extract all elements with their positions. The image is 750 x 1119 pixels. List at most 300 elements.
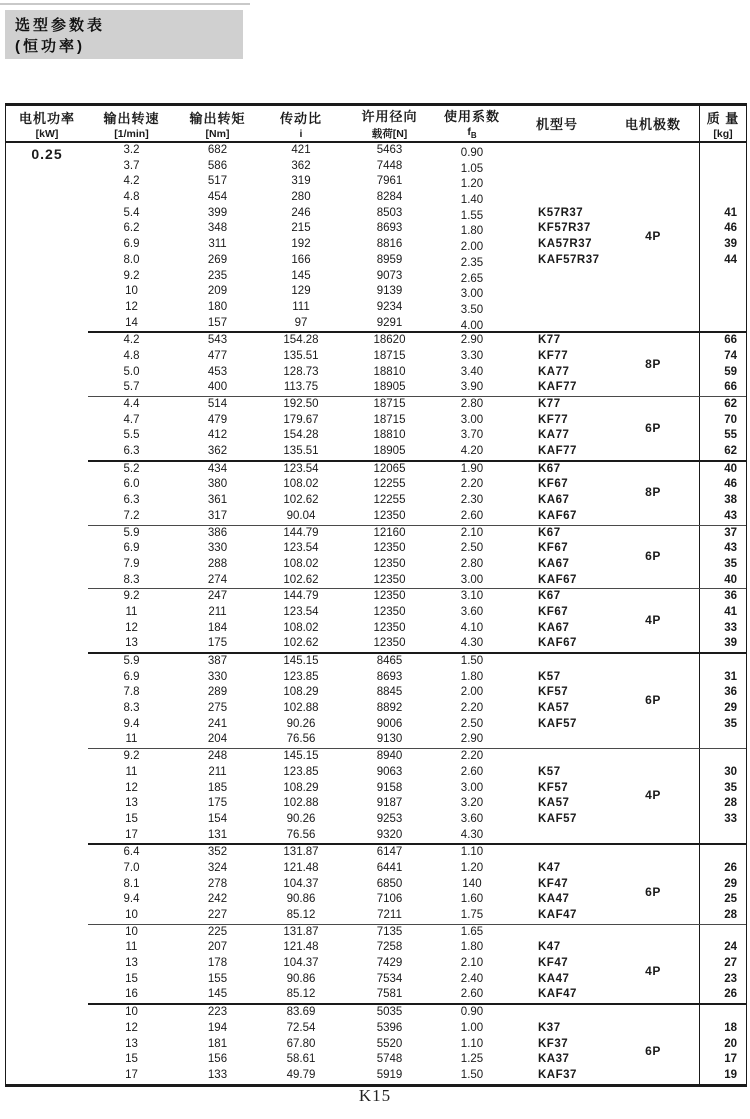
cell-service-factor: 1.10 — [460, 846, 484, 859]
cell-radial-load: 12350 — [373, 573, 406, 586]
cell-output-torque: 180 — [207, 300, 228, 313]
cell-service-factor: 2.50 — [460, 542, 484, 555]
cell-radial-load: 9253 — [376, 812, 403, 825]
poles-label: 4P — [645, 788, 661, 803]
cell-service-factor: 0.90 — [460, 147, 484, 159]
cell-output-speed: 4.4 — [123, 398, 140, 410]
cell-poles-spacer — [607, 861, 699, 877]
cell-output-speed: 6.2 — [123, 222, 140, 235]
cell-ratio: 421 — [291, 144, 311, 156]
cell-service-factor: 2.60 — [460, 509, 484, 522]
cell-service-factor: 2.10 — [460, 526, 484, 539]
cell-ratio: 215 — [291, 222, 311, 235]
table-row — [88, 509, 746, 525]
cell-service-factor: 1.60 — [460, 893, 484, 906]
cell-weight: 66 — [699, 333, 746, 349]
cell-output-torque: 269 — [207, 253, 228, 266]
cell-poles-spacer — [607, 1005, 699, 1021]
cell-model-name: KAF57R37 — [538, 253, 600, 266]
cell-model-name: K77 — [538, 334, 561, 347]
cell-service-factor: 2.80 — [460, 557, 484, 570]
cell-weight: 62 — [699, 397, 746, 413]
cell-output-torque: 175 — [207, 637, 228, 650]
column-header: 电机功率 [kW] — [18, 110, 75, 140]
cell-weight — [699, 828, 746, 844]
cell-service-factor: 4.00 — [460, 319, 484, 332]
cell-ratio: 108.29 — [283, 686, 319, 699]
cell-output-speed: 4.2 — [123, 334, 140, 347]
table-row — [88, 1021, 746, 1037]
table-row — [88, 987, 746, 1003]
cell-service-factor: 2.30 — [460, 494, 484, 507]
cell-poles-spacer — [607, 845, 699, 861]
cell-service-factor: 2.60 — [460, 765, 484, 778]
table-row — [88, 316, 746, 332]
cell-output-torque: 361 — [207, 494, 228, 507]
cell-output-torque: 362 — [207, 445, 228, 458]
cell-service-factor: 3.60 — [460, 812, 484, 825]
cell-ratio: 90.26 — [286, 717, 316, 730]
cell-output-torque: 412 — [207, 429, 228, 442]
cell-output-speed: 10 — [125, 925, 138, 938]
cell-radial-load: 18905 — [373, 445, 406, 458]
table-row — [88, 526, 746, 542]
cell-output-speed: 7.9 — [123, 557, 140, 570]
cell-output-speed: 17 — [125, 828, 138, 841]
cell-radial-load: 12350 — [373, 557, 406, 570]
cell-weight — [699, 845, 746, 861]
cell-weight: 55 — [699, 428, 746, 444]
cell-service-factor: 1.50 — [460, 1068, 484, 1081]
cell-output-torque: 682 — [207, 144, 228, 156]
table-row — [88, 654, 746, 670]
cell-model-name — [507, 159, 607, 175]
cell-radial-load: 12350 — [373, 509, 406, 522]
cell-radial-load: 5919 — [376, 1068, 403, 1081]
cell-weight: 19 — [699, 1068, 746, 1084]
cell-output-speed: 4.7 — [123, 413, 140, 426]
cell-service-factor: 1.40 — [460, 194, 484, 207]
table-row — [88, 462, 746, 478]
cell-weight: 35 — [699, 557, 746, 573]
cell-weight — [699, 732, 746, 748]
cell-poles-spacer — [607, 828, 699, 844]
cell-model-name: KAF37 — [538, 1068, 577, 1081]
cell-output-torque: 311 — [208, 238, 227, 251]
cell-ratio: 90.86 — [286, 893, 316, 906]
cell-model-name: KF37 — [538, 1037, 569, 1050]
table-block — [88, 748, 746, 843]
cell-output-speed: 13 — [125, 797, 138, 810]
cell-model-name: K47 — [538, 861, 561, 874]
cell-output-torque: 477 — [207, 349, 228, 362]
table-row — [88, 717, 746, 733]
cell-weight — [699, 749, 746, 765]
cell-output-torque: 211 — [208, 605, 227, 618]
cell-radial-load: 7961 — [376, 175, 403, 188]
cell-ratio: 97 — [294, 316, 308, 329]
cell-service-factor: 2.00 — [460, 686, 484, 699]
cell-service-factor: 4.30 — [460, 828, 484, 841]
cell-radial-load: 12065 — [373, 462, 406, 475]
cell-output-speed: 8.3 — [123, 573, 140, 586]
selection-parameter-table — [5, 103, 747, 1087]
cell-ratio: 121.48 — [283, 941, 319, 954]
table-row — [88, 159, 746, 175]
cell-weight: 26 — [699, 861, 746, 877]
cell-output-torque: 586 — [207, 159, 228, 172]
cell-weight: 17 — [699, 1052, 746, 1068]
cell-output-torque: 454 — [207, 191, 228, 204]
cell-ratio: 362 — [291, 159, 311, 172]
cell-weight: 29 — [699, 701, 746, 717]
table-block — [88, 843, 746, 923]
cell-weight — [699, 925, 746, 941]
cell-model-name — [507, 143, 607, 159]
cell-ratio: 280 — [291, 191, 311, 204]
table-row — [88, 749, 746, 765]
table-row — [88, 732, 746, 748]
table-row — [88, 908, 746, 924]
cell-output-speed: 5.9 — [123, 655, 140, 667]
table-row — [88, 284, 746, 300]
cell-service-factor: 1.20 — [460, 861, 484, 874]
cell-output-torque: 242 — [207, 893, 228, 906]
cell-weight: 41 — [699, 605, 746, 621]
cell-output-speed: 9.2 — [123, 590, 140, 603]
cell-output-speed: 9.4 — [123, 717, 140, 730]
cell-model-name: KA57 — [538, 797, 570, 810]
cell-model-name: KAF77 — [538, 445, 577, 458]
cell-output-torque: 330 — [207, 542, 228, 555]
cell-weight: 27 — [699, 956, 746, 972]
cell-output-speed: 9.4 — [123, 893, 140, 906]
cell-output-torque: 278 — [207, 877, 228, 890]
motor-power-value: 0.25 — [31, 146, 63, 162]
cell-poles-spacer — [607, 526, 699, 542]
cell-ratio: 246 — [291, 206, 311, 219]
cell-model-name — [507, 732, 607, 748]
cell-poles-spacer — [607, 812, 699, 828]
cell-radial-load: 18715 — [373, 413, 406, 426]
cell-output-torque: 514 — [207, 398, 228, 410]
cell-weight — [699, 159, 746, 175]
cell-weight — [699, 654, 746, 670]
cell-weight: 37 — [699, 526, 746, 542]
table-row — [88, 861, 746, 877]
cell-service-factor: 3.10 — [460, 590, 484, 603]
cell-ratio: 102.62 — [283, 494, 319, 507]
cell-service-factor: 2.20 — [460, 750, 484, 763]
cell-output-speed: 12 — [125, 1021, 138, 1034]
cell-radial-load: 9139 — [376, 285, 403, 298]
cell-radial-load: 7211 — [377, 909, 402, 921]
cell-output-torque: 227 — [207, 909, 228, 921]
cell-model-name: KA67 — [538, 621, 570, 634]
cell-model-name: K57R37 — [538, 206, 584, 219]
cell-radial-load: 12350 — [373, 605, 406, 618]
cell-poles-spacer — [607, 717, 699, 733]
table-row — [88, 589, 746, 605]
cell-radial-load: 8284 — [376, 191, 403, 204]
cell-output-speed: 3.7 — [123, 159, 140, 172]
cell-model-name: KAF67 — [538, 637, 577, 650]
cell-service-factor: 1.05 — [460, 162, 484, 175]
cell-model-name: K77 — [538, 398, 561, 410]
cell-ratio: 128.73 — [283, 365, 319, 378]
cell-service-factor: 2.90 — [460, 733, 484, 746]
cell-model-name: KA57R37 — [538, 238, 592, 251]
cell-service-factor: 3.40 — [460, 365, 484, 378]
cell-output-torque: 157 — [207, 316, 228, 329]
cell-ratio: 135.51 — [283, 445, 319, 458]
cell-weight: 26 — [699, 987, 746, 1003]
cell-ratio: 166 — [291, 253, 311, 266]
table-row — [88, 333, 746, 349]
cell-radial-load: 7258 — [376, 941, 403, 954]
cell-output-speed: 5.0 — [123, 365, 140, 378]
cell-model-name: KAF47 — [538, 909, 577, 921]
table-body — [6, 143, 746, 1084]
cell-radial-load: 8816 — [376, 238, 403, 251]
cell-model-name — [507, 174, 607, 190]
cell-model-name: KAF77 — [538, 381, 577, 394]
cell-ratio: 108.02 — [283, 478, 319, 491]
cell-weight: 59 — [699, 365, 746, 381]
cell-poles-spacer — [607, 269, 699, 285]
cell-ratio: 145.15 — [283, 655, 319, 667]
cell-ratio: 108.29 — [283, 781, 319, 794]
cell-poles-spacer — [607, 444, 699, 460]
cell-weight: 36 — [699, 589, 746, 605]
cell-radial-load: 8845 — [376, 686, 403, 699]
cell-output-speed: 12 — [125, 621, 138, 634]
table-block — [88, 460, 746, 525]
cell-radial-load: 12255 — [373, 494, 406, 507]
cell-output-torque: 131 — [207, 828, 228, 841]
cell-ratio: 102.62 — [283, 573, 319, 586]
table-row — [88, 174, 746, 190]
cell-radial-load: 12255 — [373, 478, 406, 491]
cell-output-torque: 185 — [207, 781, 228, 794]
cell-model-name: KAF47 — [538, 988, 577, 1001]
column-header: 质 量 [kg] — [699, 106, 746, 141]
cell-output-speed: 9.2 — [123, 269, 140, 282]
cell-radial-load: 5035 — [376, 1006, 403, 1019]
cell-ratio: 108.02 — [283, 621, 319, 634]
cell-ratio: 72.54 — [286, 1021, 316, 1034]
cell-service-factor: 140 — [462, 877, 482, 890]
cell-ratio: 90.04 — [286, 509, 316, 522]
cell-weight: 23 — [699, 972, 746, 988]
cell-output-torque: 133 — [207, 1068, 228, 1081]
cell-ratio: 76.56 — [286, 733, 316, 746]
cell-weight: 46 — [699, 221, 746, 237]
cell-model-name: K37 — [538, 1021, 561, 1034]
table-row — [88, 925, 746, 941]
cell-poles-spacer — [607, 940, 699, 956]
cell-output-torque: 211 — [208, 765, 227, 778]
cell-output-speed: 14 — [125, 316, 138, 329]
cell-weight: 35 — [699, 717, 746, 733]
cell-service-factor: 2.60 — [460, 988, 484, 1001]
column-header: 传动比 i — [279, 110, 322, 140]
table-block — [88, 1003, 746, 1083]
cell-model-name: K67 — [538, 526, 561, 539]
cell-service-factor: 2.40 — [460, 972, 484, 985]
cell-model-name: KA57 — [538, 702, 570, 715]
cell-poles-spacer — [607, 589, 699, 605]
cell-output-speed: 12 — [125, 300, 138, 313]
poles-label: 6P — [645, 693, 661, 708]
cell-poles-spacer — [607, 925, 699, 941]
cell-ratio: 154.28 — [283, 429, 319, 442]
cell-ratio: 131.87 — [283, 846, 319, 859]
cell-poles-spacer — [607, 253, 699, 269]
cell-model-name: KAF57 — [538, 717, 577, 730]
cell-poles-spacer — [607, 765, 699, 781]
cell-ratio: 104.37 — [283, 957, 319, 970]
cell-service-factor: 1.25 — [460, 1053, 484, 1066]
cell-service-factor: 1.55 — [460, 209, 484, 222]
column-header: 机型号 — [535, 117, 578, 132]
cell-output-speed: 11 — [125, 733, 138, 746]
cell-radial-load: 7429 — [376, 957, 403, 970]
cell-poles-spacer — [607, 573, 699, 589]
cell-output-speed: 5.5 — [123, 429, 140, 442]
cell-output-speed: 13 — [125, 957, 138, 970]
cell-output-speed: 5.9 — [123, 526, 140, 539]
cell-poles-spacer — [607, 654, 699, 670]
cell-service-factor: 1.90 — [460, 462, 484, 475]
cell-output-speed: 7.0 — [123, 861, 140, 874]
cell-service-factor: 2.90 — [460, 334, 484, 347]
cell-model-name: KA67 — [538, 557, 570, 570]
cell-weight — [699, 269, 746, 285]
cell-poles-spacer — [607, 316, 699, 332]
cell-output-torque: 223 — [207, 1006, 228, 1019]
cell-radial-load: 9063 — [376, 765, 403, 778]
cell-service-factor: 3.30 — [460, 349, 484, 362]
cell-output-torque: 387 — [207, 655, 228, 667]
cell-model-name — [507, 925, 607, 941]
table-row — [88, 444, 746, 460]
cell-ratio: 104.37 — [283, 877, 319, 890]
cell-weight: 41 — [699, 206, 746, 222]
cell-weight — [699, 143, 746, 159]
cell-model-name: KF67 — [538, 605, 569, 618]
cell-weight — [699, 300, 746, 316]
cell-output-speed: 6.3 — [123, 445, 140, 458]
cell-output-speed: 6.3 — [123, 494, 140, 507]
cell-output-torque: 386 — [207, 526, 228, 539]
cell-radial-load: 8693 — [376, 222, 403, 235]
cell-service-factor: 1.75 — [460, 909, 484, 921]
cell-radial-load: 18715 — [373, 398, 406, 410]
cell-weight — [699, 1005, 746, 1021]
cell-output-speed: 6.9 — [123, 670, 140, 683]
cell-ratio: 123.85 — [283, 765, 319, 778]
cell-model-name: KF47 — [538, 877, 569, 890]
table-row — [88, 940, 746, 956]
cell-weight: 40 — [699, 462, 746, 478]
cell-model-name: KF77 — [538, 413, 569, 426]
cell-weight: 39 — [699, 237, 746, 253]
cell-output-speed: 8.1 — [123, 877, 140, 890]
cell-model-name: K57 — [538, 670, 561, 683]
cell-output-torque: 400 — [207, 381, 228, 394]
cell-output-speed: 6.4 — [123, 846, 140, 859]
cell-output-torque: 181 — [207, 1037, 228, 1050]
cell-weight: 40 — [699, 573, 746, 589]
cell-radial-load: 9006 — [376, 717, 403, 730]
cell-output-speed: 9.2 — [123, 750, 140, 763]
cell-poles-spacer — [607, 143, 699, 159]
cell-output-torque: 453 — [207, 365, 228, 378]
cell-ratio: 131.87 — [283, 925, 319, 938]
cell-output-speed: 3.2 — [123, 144, 140, 156]
cell-ratio: 144.79 — [283, 526, 319, 539]
cell-radial-load: 9291 — [376, 316, 403, 329]
cell-ratio: 76.56 — [286, 828, 316, 841]
table-row — [88, 253, 746, 269]
cell-model-name: KA67 — [538, 494, 570, 507]
cell-service-factor: 2.00 — [460, 241, 484, 254]
cell-ratio: 145 — [291, 269, 311, 282]
cell-radial-load: 7534 — [376, 972, 403, 985]
cell-ratio: 102.62 — [283, 637, 319, 650]
cell-model-name — [507, 828, 607, 844]
cell-output-speed: 10 — [125, 909, 138, 921]
cell-poles-spacer — [607, 206, 699, 222]
cell-ratio: 111 — [292, 300, 310, 313]
cell-poles-spacer — [607, 987, 699, 1003]
cell-weight: 43 — [699, 541, 746, 557]
cell-service-factor: 4.20 — [460, 445, 484, 458]
cell-output-speed: 12 — [125, 781, 138, 794]
cell-service-factor: 2.10 — [460, 957, 484, 970]
cell-model-name: KF57R37 — [538, 222, 591, 235]
cell-model-name: K47 — [538, 941, 561, 954]
cell-weight: 38 — [699, 493, 746, 509]
cell-poles-spacer — [607, 670, 699, 686]
cell-service-factor: 1.50 — [460, 655, 484, 667]
cell-poles-spacer — [607, 190, 699, 206]
cell-model-name — [507, 654, 607, 670]
poles-label: 8P — [645, 356, 661, 371]
cell-radial-load: 18905 — [373, 381, 406, 394]
column-header: 许用径向 载荷[N] — [361, 109, 418, 140]
cell-radial-load: 12160 — [373, 526, 406, 539]
cell-model-name — [507, 190, 607, 206]
cell-ratio: 90.86 — [286, 972, 316, 985]
cell-ratio: 123.54 — [283, 605, 319, 618]
cell-radial-load: 18810 — [373, 429, 406, 442]
poles-label: 6P — [645, 884, 661, 899]
cell-radial-load: 5463 — [376, 144, 403, 156]
cell-weight: 25 — [699, 892, 746, 908]
cell-model-name: KF47 — [538, 957, 569, 970]
cell-output-speed: 13 — [125, 637, 138, 650]
cell-poles-spacer — [607, 174, 699, 190]
cell-radial-load: 9073 — [376, 269, 403, 282]
cell-output-speed: 15 — [125, 972, 138, 985]
table-block — [88, 331, 746, 396]
cell-service-factor: 3.00 — [460, 781, 484, 794]
cell-service-factor: 3.00 — [460, 573, 484, 586]
cell-radial-load: 8959 — [376, 253, 403, 266]
cell-poles-spacer — [607, 732, 699, 748]
